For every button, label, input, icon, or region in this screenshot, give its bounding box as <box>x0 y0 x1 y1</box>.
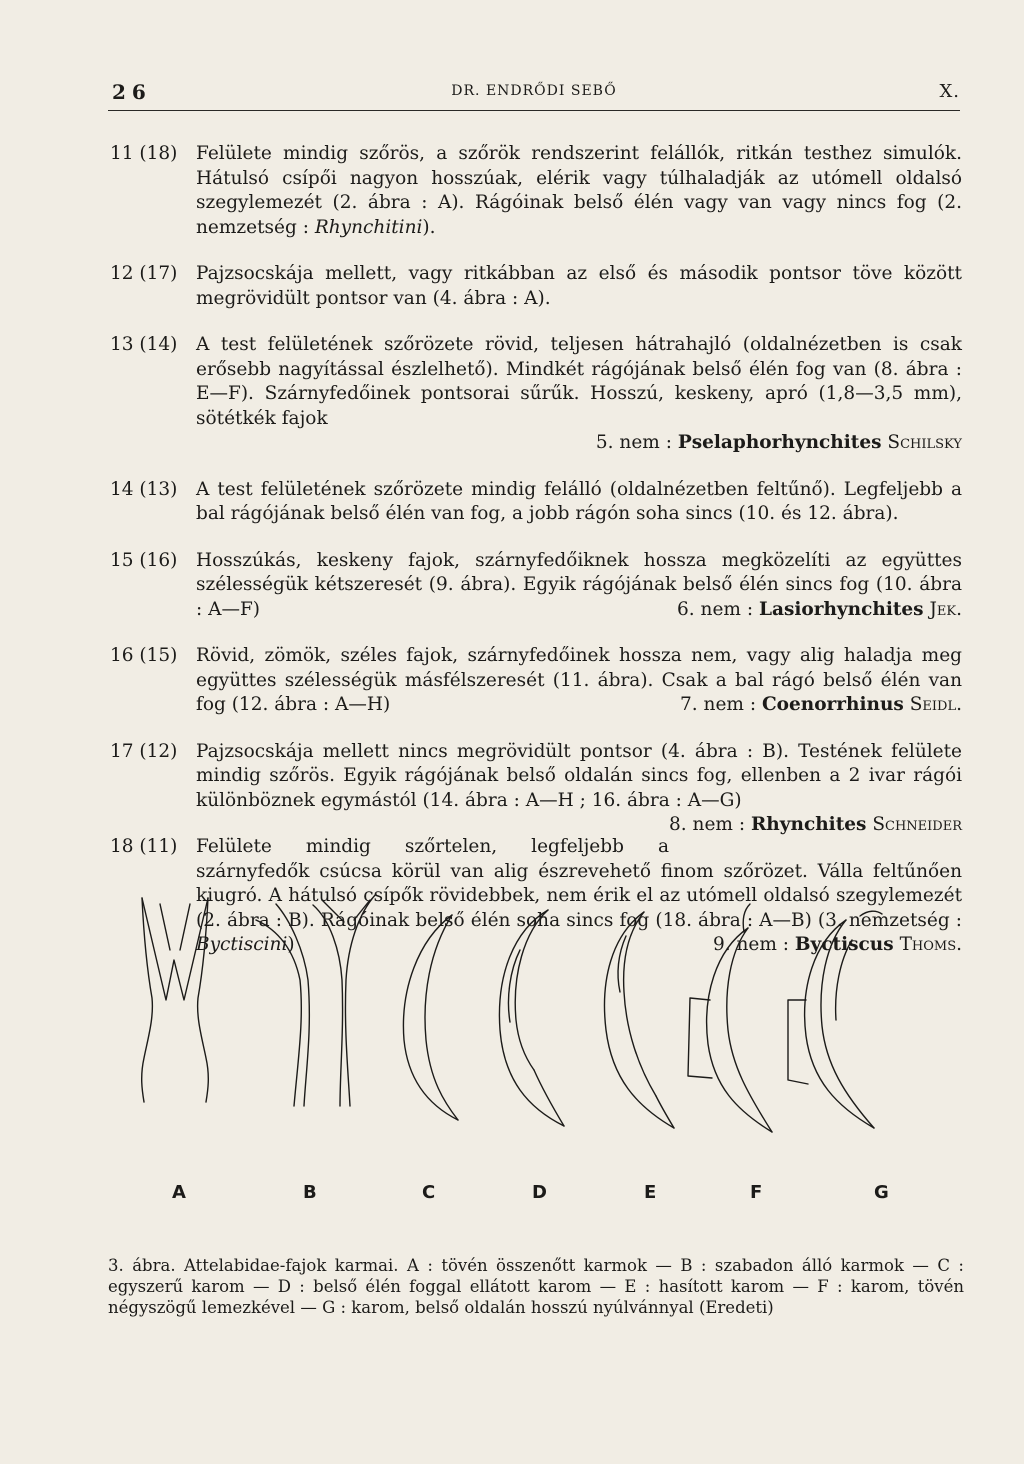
genus-name: Byctiscus <box>794 934 894 955</box>
fig-label-c: C <box>422 1182 436 1203</box>
couplet-text <box>196 142 962 240</box>
genus-name: Coenorrhinus <box>761 694 904 715</box>
claw-a-drawing <box>142 898 209 1102</box>
fig-label-a: A <box>172 1182 186 1203</box>
couplet-body: Rövid, zömök, széles fajok, szárnyfedőinek hossza nem, vagy alig haladja meg együttes szélességük másfélszeresét (11. ábra). Csak a bal rágó belső élén van fog (12. ábra : A—H) <box>196 645 962 715</box>
figure-caption: 3. ábra. Attelabidae-fajok karmai. A : tövén összenőtt karmok — B : szabadon álló karmok — C : egyszerű karom — D : belső élén foggal ellátott karom — E : hasított karom — F : karom, tövén négyszögű lemezkével — G : karom, belső oldalán hosszú nyúlvánnyal (Eredeti) <box>108 1256 964 1317</box>
claw-g-drawing <box>788 911 882 1128</box>
couplet-text <box>196 740 962 835</box>
fig-label-d: D <box>532 1182 547 1203</box>
genus-number: 9. nem : <box>712 934 795 955</box>
genus-author: Seidl. <box>909 694 962 715</box>
fig-label-b: B <box>303 1182 317 1203</box>
fig-label-e: E <box>644 1182 657 1203</box>
genus-name: Rhynchites <box>750 814 867 835</box>
genus-result <box>669 813 962 838</box>
claw-d-drawing <box>499 910 564 1126</box>
claw-b-drawing <box>256 894 376 1106</box>
key-entry <box>110 478 962 527</box>
text-tail: ). <box>422 216 436 238</box>
couplet-number: 14 (13) <box>110 478 178 500</box>
genus-number: 5. nem : <box>595 432 678 453</box>
genus-author: Schneider <box>872 814 962 835</box>
genus-name: Lasiorhynchites <box>758 598 924 620</box>
couplet-body: Felülete mindig szőrtelen, legfeljebb a szárnyfedők csúcsa körül van alig észrevehető finom szőrözet. Válla feltűnően kiugró. A hátulsó csípők rövidebbek, nem érik el az utómell oldalsó szegylemezét (2. ábra : B). Rágóinak belső élén soha sincs fog (18. ábra : A—B) (3. nemzetség : <box>196 836 962 931</box>
couplet-number: 12 (17) <box>110 263 178 284</box>
genus-result <box>677 598 962 623</box>
couplet-number: 16 (15) <box>110 645 178 666</box>
claw-e-drawing <box>605 912 674 1128</box>
key-entry <box>110 740 962 835</box>
couplet-text <box>196 644 962 718</box>
page-number: 26 <box>112 80 152 104</box>
key-entry <box>110 262 962 311</box>
couplet-number: 11 (18) <box>110 143 178 164</box>
genus-number: 6. nem : <box>677 598 759 620</box>
key-entry <box>110 549 962 623</box>
couplet-number: 13 (14) <box>110 334 178 355</box>
tribe-name: Rhynchitini <box>314 216 423 238</box>
running-head-author: DR. ENDRŐDI SEBŐ <box>451 83 617 99</box>
couplet-number: 15 (16) <box>110 549 178 571</box>
genus-number: 8. nem : <box>669 814 751 835</box>
claw-f-drawing <box>688 904 772 1132</box>
couplet-body: Hosszúkás, keskeny fajok, szárnyfedőiknek hossza megközelíti az együttes szélességük kétszeresét (9. ábra). Egyik rágójának belső élén sincs fog (10. ábra : A—F) <box>196 549 962 620</box>
key-entry <box>110 333 962 456</box>
couplet-text: A test felületének szőrözete rövid, teljesen hátrahajló (oldalnézetben is csak erősebb nagyítással észlelhető). Mindkét rágójának belső élén fog van (8. ábra : E—F). Szárnyfedőinek pontsorai sűrűk. Hosszú, keskeny, apró (1,8—3,5 mm), sötétkék fajok <box>196 334 962 429</box>
couplet-text: Pajzsocskája mellett, vagy ritkábban az első és második pontsor töve között megrövidült pontsor van (4. ábra : A). <box>196 263 962 309</box>
key-entry <box>110 142 962 240</box>
genus-number: 7. nem : <box>680 694 762 715</box>
genus-name: Pselaphorhynchites <box>677 432 882 453</box>
couplet-number: 17 (12) <box>110 740 178 762</box>
fig-label-f: F <box>750 1182 763 1203</box>
key-entry <box>110 644 962 718</box>
genus-author: Jek. <box>929 598 962 620</box>
claw-figure <box>108 880 964 1230</box>
key-entries <box>110 142 962 958</box>
volume-number: X. <box>939 81 960 102</box>
genus-author: Schilsky <box>887 432 962 453</box>
claw-c-drawing <box>403 915 458 1120</box>
couplet-text <box>196 549 962 623</box>
couplet-body: Felülete mindig szőrös, a szőrök rendszerint felállók, ritkán testhez simulók. Hátulsó csípői nagyon hosszúak, elérik vagy túlhaladják az utómell oldalsó szegylemezét (2. ábra : A). Rágóinak belső élén vagy van vagy nincs fog (2. nemzetség : <box>196 143 962 238</box>
couplet-text: A test felületének szőrözete mindig felálló (oldalnézetben feltűnő). Legfeljebb a bal rágójának belső élén van fog, a jobb rágón soha sincs (10. és 12. ábra). <box>196 478 962 524</box>
text-tail: ) <box>287 934 295 955</box>
fig-label-g: G <box>874 1182 889 1203</box>
page-header <box>108 80 960 111</box>
genus-result <box>196 431 962 456</box>
genus-author: Thoms. <box>899 934 962 955</box>
couplet-number: 18 (11) <box>110 836 178 857</box>
couplet-body: Pajzsocskája mellett nincs megrövidült pontsor (4. ábra : B). Testének felülete mindig szőrös. Egyik rágójának belső oldalán sincs fog, ellenben a 2 ivar rágói különböznek egymástól (14. ábra : A—H ; 16. ábra : A—G) <box>196 740 962 811</box>
genus-result <box>680 693 962 718</box>
tribe-name: Byctiscini <box>196 934 288 955</box>
